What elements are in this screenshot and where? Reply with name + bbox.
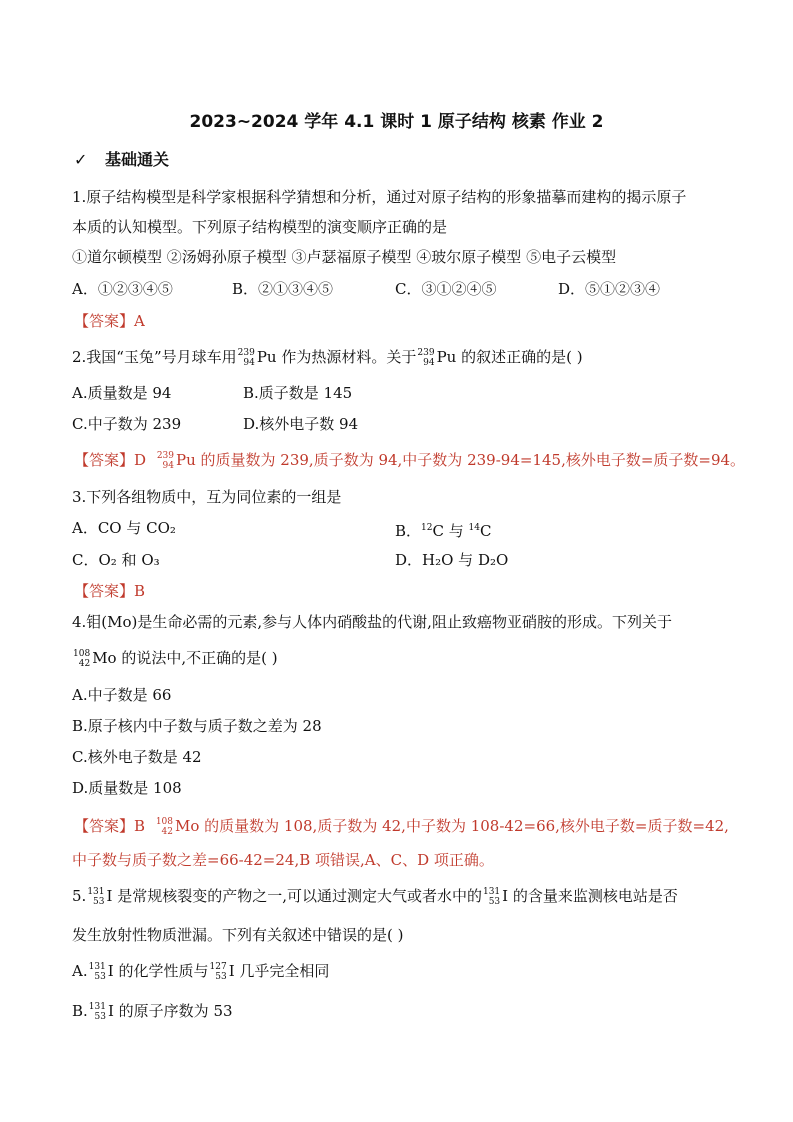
- q1-stem-line1: 1.原子结构模型是科学家根据科学猜想和分析，通过对原子结构的形象描摹而建构的揭示原子: [72, 188, 687, 206]
- q5-option-b: B. 131 53 I 的原子序数为 53: [72, 1002, 233, 1022]
- q3-option-d: D．H₂O 与 D₂O: [395, 551, 509, 569]
- i131-isotope: 131 53: [88, 1002, 106, 1022]
- q4-stem-line2: 108 42 Mo 的说法中,不正确的是( ): [73, 649, 278, 669]
- page-title: 2023~2024 学年 4.1 课时 1 原子结构 核素 作业 2: [189, 112, 604, 132]
- q2-answer: 【答案】D 239 94 Pu 的质量数为 239,质子数为 94,中子数为 239-94=145,核外电子数=质子数=94。: [74, 451, 746, 471]
- q4-stem-line1: 4.钼(Mo)是生命必需的元素,参与人体内硝酸盐的代谢,阻止致癌物亚硝胺的形成。下列关于: [72, 613, 672, 631]
- q1-option-d: D．⑤①②③④: [558, 280, 661, 298]
- section-heading: [74, 150, 169, 170]
- q1-option-a: A．①②③④⑤: [72, 280, 173, 298]
- pu-isotope: 239 94: [237, 348, 255, 368]
- mo-isotope: 108 42: [155, 817, 173, 837]
- q2-option-d: D.核外电子数 94: [243, 415, 359, 433]
- mo-isotope: 108 42: [73, 649, 91, 669]
- q2-option-c: C.中子数为 239: [72, 415, 182, 433]
- q5-option-a: A. 131 53 I 的化学性质与 127 53 I 几乎完全相同: [72, 962, 330, 982]
- i131-isotope: 131 53: [87, 887, 105, 907]
- q2-option-b: B.质子数是 145: [243, 384, 353, 402]
- q3-option-a: A．CO 与 CO₂: [72, 519, 176, 537]
- pu-isotope: 239 94: [156, 451, 174, 471]
- q5-stem-line2: 发生放射性物质泄漏。下列有关叙述中错误的是( ): [72, 926, 404, 944]
- i127-isotope: 127 53: [209, 962, 227, 982]
- q1-answer: 【答案】A: [74, 312, 145, 330]
- pu-isotope: 239 94: [417, 348, 435, 368]
- q2-stem: 2.我国“玉兔”号月球车用 239 94 Pu 作为热源材料。关于 239 94 Pu 的叙述正确的是( ): [72, 348, 583, 368]
- q4-option-b: B.原子核内中子数与质子数之差为 28: [72, 717, 322, 735]
- q3-option-b: B．$^{12}$C 与 $^{14}$C: [395, 522, 492, 540]
- q1-option-b: B．②①③④⑤: [232, 280, 334, 298]
- q4-option-a: A.中子数是 66: [72, 686, 172, 704]
- q4-answer-line2: 中子数与质子数之差=66-42=24,B 项错误,A、C、D 项正确。: [72, 851, 494, 869]
- i131-isotope: 131 53: [88, 962, 106, 982]
- q3-answer: 【答案】B: [74, 582, 146, 600]
- section-label: 基础通关: [104, 150, 169, 169]
- q5-stem-line1: 5. 131 53 I 是常规核裂变的产物之一,可以通过测定大气或者水中的 131 53 I 的含量来监测核电站是否: [72, 887, 678, 907]
- q3-stem: 3.下列各组物质中，互为同位素的一组是: [72, 488, 342, 506]
- i131-isotope: 131 53: [482, 887, 501, 907]
- q4-answer-line1: 【答案】B 108 42 Mo 的质量数为 108,质子数为 42,中子数为 108-42=66,核外电子数=质子数=42,: [74, 817, 729, 837]
- q2-option-a: A.质量数是 94: [72, 384, 172, 402]
- q4-option-c: C.核外电子数是 42: [72, 748, 202, 766]
- q1-models: ①道尔顿模型 ②汤姆孙原子模型 ③卢瑟福原子模型 ④玻尔原子模型 ⑤电子云模型: [72, 248, 617, 266]
- q4-option-d: D.质量数是 108: [72, 779, 182, 797]
- q3-option-c: C．O₂ 和 O₃: [72, 551, 160, 569]
- q1-option-c: C．③①②④⑤: [395, 280, 497, 298]
- q1-stem-line2: 本质的认知模型。下列原子结构模型的演变顺序正确的是: [72, 218, 448, 236]
- check-icon: ✓: [74, 150, 88, 169]
